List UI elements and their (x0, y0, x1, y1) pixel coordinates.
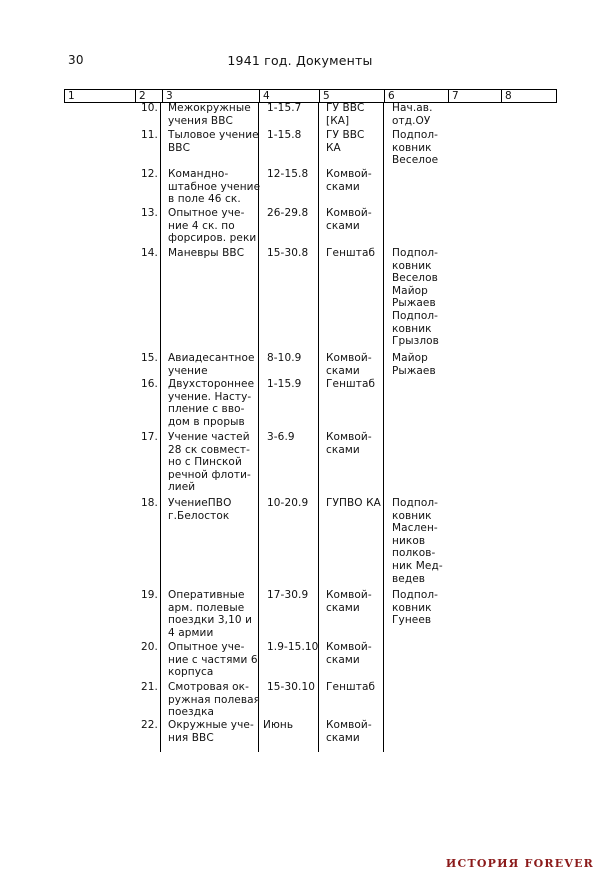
event-cell: Учение частей 28 ск совмест- но с Пинской речной флоти- лией (168, 431, 251, 494)
dates-cell: 1-15.7 (267, 102, 302, 114)
event-cell: Смотровая ок- ружная полевая поездка (168, 681, 261, 719)
row-number: 12. (141, 168, 158, 180)
running-title: 1941 год. Документы (227, 53, 373, 68)
organizer-cell: ГУПВО КА (326, 497, 381, 509)
dates-cell: 3-6.9 (267, 431, 295, 443)
dates-cell: Июнь (263, 719, 294, 731)
organizer-cell: Комвой- сками (326, 641, 372, 666)
column-number-2: 2 (135, 90, 162, 102)
event-cell: Тыловое учение ВВС (168, 129, 259, 154)
dates-cell: 1-15.9 (267, 378, 302, 390)
row-number: 17. (141, 431, 158, 443)
event-cell: Окружные уче- ния ВВС (168, 719, 254, 744)
column-number-6: 6 (384, 90, 448, 102)
row-number: 19. (141, 589, 158, 601)
watermark: ИСТОРИЯ FOREVER (445, 857, 594, 870)
dates-cell: 1.9-15.10 (267, 641, 319, 653)
row-number: 14. (141, 247, 158, 259)
lead-cell: Подпол- ковник Гунеев (392, 589, 439, 627)
organizer-cell: ГУ ВВС КА (326, 129, 365, 154)
event-cell: Авиадесантное учение (168, 352, 255, 377)
row-number: 13. (141, 207, 158, 219)
organizer-cell: Комвой- сками (326, 431, 372, 456)
event-cell: Опытное уче- ние с частями 6 корпуса (168, 641, 258, 679)
row-number: 15. (141, 352, 158, 364)
column-rule (383, 102, 384, 752)
event-cell: Опытное уче- ние 4 ск. по форсиров. реки (168, 207, 257, 245)
row-number: 20. (141, 641, 158, 653)
event-cell: УчениеПВО г.Белосток (168, 497, 232, 522)
event-cell: Командно- штабное учение в поле 46 ск. (168, 168, 261, 206)
event-cell: Двухстороннее учение. Насту- пление с вво- дом в прорыв (168, 378, 255, 428)
dates-cell: 12-15.8 (267, 168, 309, 180)
organizer-cell: Комвой- сками (326, 589, 372, 614)
dates-cell: 15-30.10 (267, 681, 316, 693)
column-number-3: 3 (162, 90, 259, 102)
row-number: 18. (141, 497, 158, 509)
lead-cell: Подпол- ковник Веселое (392, 129, 439, 167)
event-cell: Оперативные арм. полевые поездки 3,10 и 4 армии (168, 589, 253, 639)
column-number-4: 4 (259, 90, 319, 102)
row-number: 22. (141, 719, 158, 731)
column-number-5: 5 (319, 90, 384, 102)
column-number-8: 8 (501, 90, 556, 102)
organizer-cell: Комвой- сками (326, 352, 372, 377)
row-number: 11. (141, 129, 158, 141)
organizer-cell: Генштаб (326, 681, 376, 693)
row-number: 16. (141, 378, 158, 390)
lead-cell: Подпол- ковник Маслен- ников полков- ник Мед- ведев (392, 497, 443, 585)
organizer-cell: Комвой- сками (326, 207, 372, 232)
organizer-cell: Комвой- сками (326, 168, 372, 193)
dates-cell: 26-29.8 (267, 207, 309, 219)
dates-cell: 1-15.8 (267, 129, 302, 141)
dates-cell: 15-30.8 (267, 247, 309, 259)
organizer-cell: ГУ ВВС [КА] (326, 102, 365, 127)
column-number-1: 1 (68, 90, 75, 102)
lead-cell: Нач.ав. отд.ОУ (392, 102, 433, 127)
row-number: 21. (141, 681, 158, 693)
column-rule (160, 102, 161, 752)
organizer-cell: Комвой- сками (326, 719, 372, 744)
row-number: 10. (141, 102, 158, 114)
event-cell: Межокружные учения ВВС (168, 102, 251, 127)
lead-cell: Майор Рыжаев (392, 352, 436, 377)
lead-cell: Подпол- ковник Веселов Майор Рыжаев Подпол- ковник Грызлов (392, 247, 439, 348)
organizer-cell: Генштаб (326, 378, 376, 390)
column-number-7: 7 (448, 90, 501, 102)
page-number: 30 (68, 53, 84, 67)
dates-cell: 8-10.9 (267, 352, 302, 364)
dates-cell: 17-30.9 (267, 589, 309, 601)
dates-cell: 10-20.9 (267, 497, 309, 509)
event-cell: Маневры ВВС (168, 247, 245, 259)
table-header-row (64, 89, 557, 103)
organizer-cell: Генштаб (326, 247, 376, 259)
column-rule (318, 102, 319, 752)
